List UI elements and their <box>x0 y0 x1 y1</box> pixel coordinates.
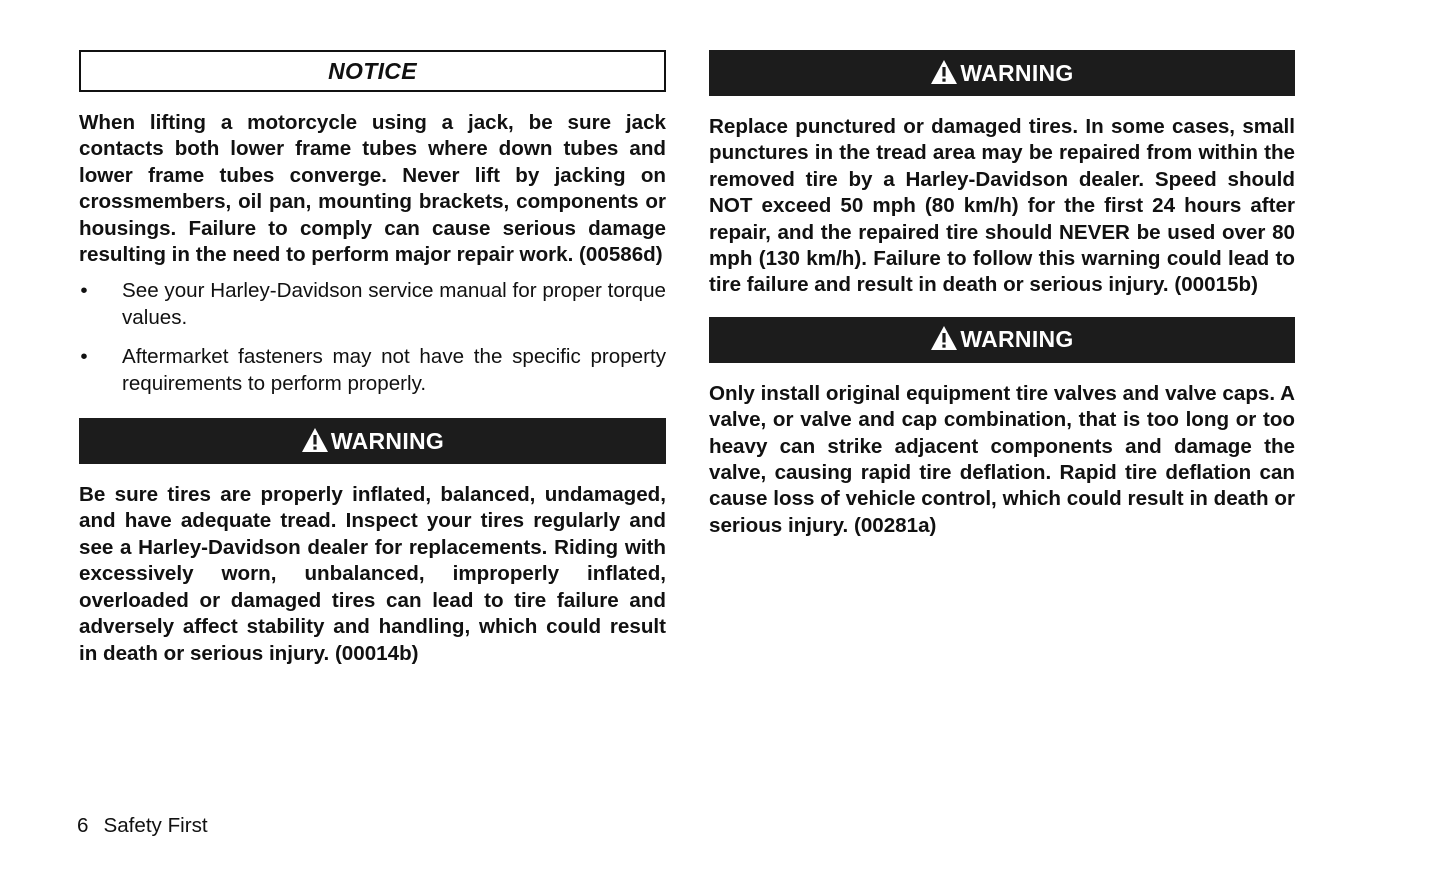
warning-text: Only install original equipment tire valves and valve caps. A valve, or valve and cap combination, that is too long or too heavy can strike adjacent components and damage the valve, causing rapid tire deflation. Rapid tire deflation can cause loss of vehicle control, which could result in death or serious injury. (00281a) <box>709 381 1295 537</box>
page-footer <box>77 813 208 839</box>
warning-text: Be sure tires are properly inflated, balanced, undamaged, and have adequate tread. Inspect your tires regularly and see a Harley-Davidson dealer for replacements. Riding with excessively worn, unbalanced, improperly inflated, overloaded or damaged tires can lead to tire failure and adversely affect stability and handling, which could result in death or serious injury. (00014b) <box>79 483 666 665</box>
warning-header <box>709 50 1295 96</box>
notice-header <box>79 50 666 92</box>
warning-title: WARNING <box>960 59 1074 86</box>
list-item-text: See your Harley-Davidson service manual for proper torque values. <box>122 279 666 329</box>
warning-title: WARNING <box>330 427 445 454</box>
list-item <box>79 344 666 397</box>
left-column <box>79 50 666 667</box>
list-item <box>79 278 666 331</box>
right-column <box>709 50 1295 539</box>
warning-text: Replace punctured or damaged tires. In some cases, small punctures in the tread area may be repaired from within the removed tire by a Harley-Davidson dealer. Speed should NOT exceed 50 mph (80 km/h) for the first 24 hours after repair, and the repaired tire should NEVER be used over 80 mph (130 km/h). Failure to follow this warning could lead to tire failure and result in death or serious injury. (00015b) <box>709 115 1295 297</box>
list-item-text: Aftermarket fasteners may not have the specific property requirements to perform properly. <box>122 345 666 395</box>
warning-title: WARNING <box>960 326 1074 353</box>
warning-triangle-icon <box>301 427 329 453</box>
bullet-list <box>79 278 666 397</box>
warning-triangle-icon <box>930 59 958 85</box>
warning-header <box>709 317 1295 363</box>
section-title: Safety First <box>103 814 208 837</box>
notice-title: NOTICE <box>328 57 417 84</box>
warning-header <box>79 418 666 464</box>
page-number: 6 <box>77 814 89 837</box>
notice-text: When lifting a motorcycle using a jack, be sure jack contacts both lower frame tubes where down tubes and lower frame tubes converge. Never lift by jacking on crossmembers, oil pan, mounting brackets, components or housings. Failure to comply can cause serious damage resulting in the need to perform major repair work. (00586d) <box>79 111 666 267</box>
bullet-icon: • <box>80 345 88 369</box>
bullet-icon: • <box>80 279 88 303</box>
warning-triangle-icon <box>930 325 958 351</box>
